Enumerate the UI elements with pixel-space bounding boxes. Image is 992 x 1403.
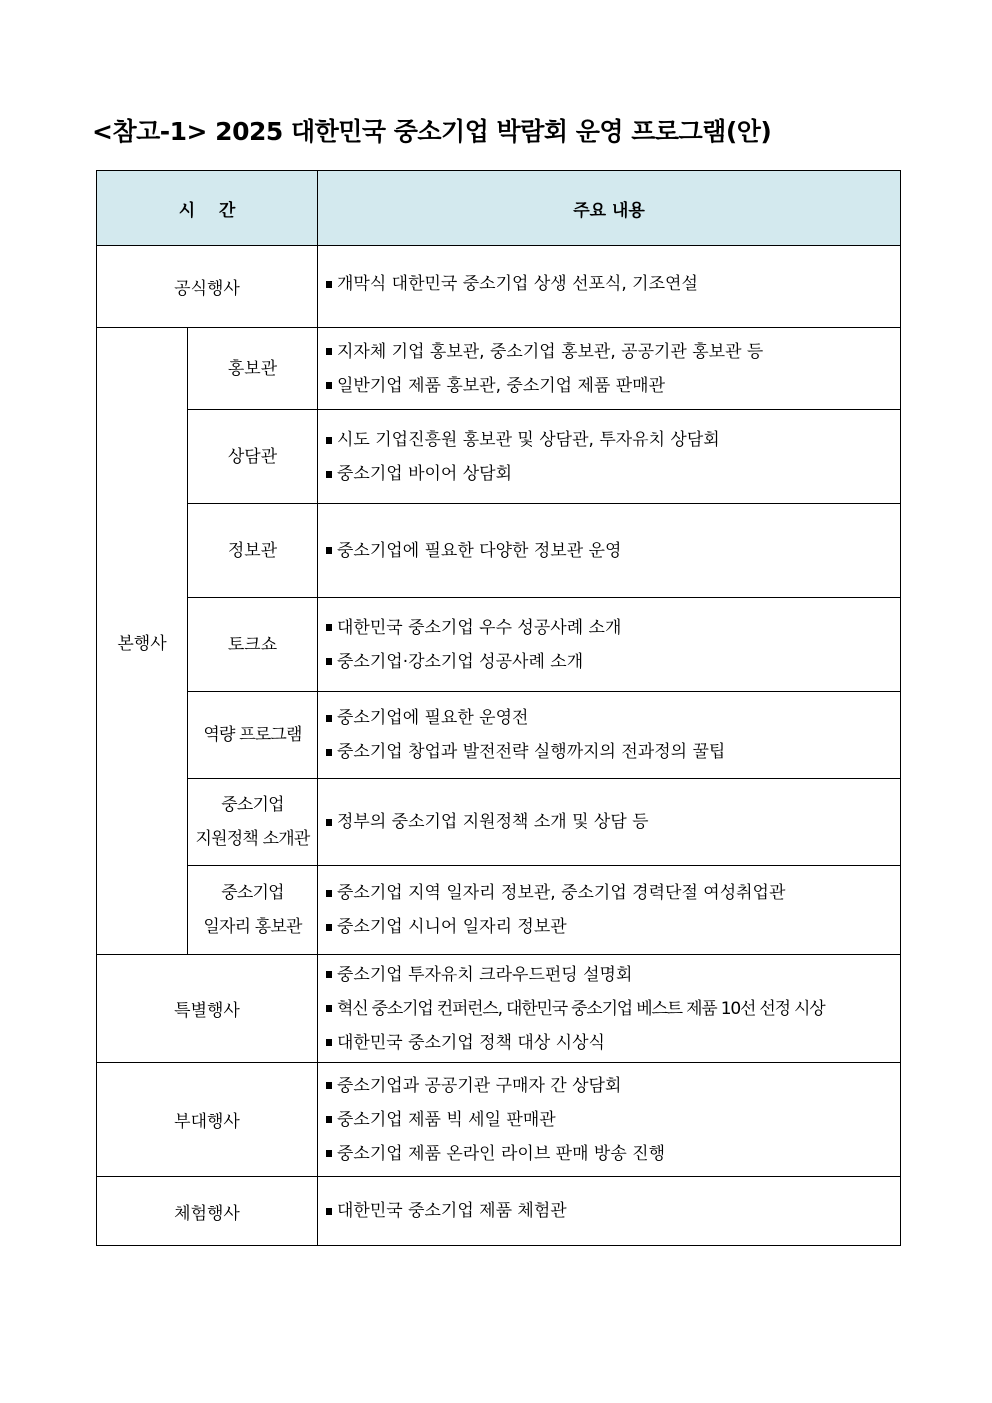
content-cell [318, 866, 901, 955]
square-bullet-icon [326, 1150, 332, 1157]
content-cell [318, 692, 901, 779]
square-bullet-icon [326, 1082, 332, 1089]
subcategory-label: 정보관 [188, 504, 318, 598]
table-row-experience [97, 1177, 901, 1246]
square-bullet-icon [326, 890, 332, 897]
table-row-special [97, 955, 901, 1063]
list-item: 중소기업 바이어 상담회 [326, 457, 900, 491]
list-item: 중소기업 제품 온라인 라이브 판매 방송 진행 [326, 1137, 900, 1171]
content-cell [318, 1177, 901, 1246]
table-row-main-talkshow [97, 598, 901, 692]
square-bullet-icon [326, 624, 332, 631]
list-item: 정부의 중소기업 지원정책 소개 및 상담 등 [326, 805, 900, 839]
content-cell [318, 504, 901, 598]
content-cell [318, 955, 901, 1063]
square-bullet-icon [326, 715, 332, 722]
table-header-row [97, 171, 901, 246]
category-special: 특별행사 [97, 955, 318, 1063]
list-item: 중소기업 시니어 일자리 정보관 [326, 910, 900, 944]
list-item: 개막식 대한민국 중소기업 상생 선포식, 기조연설 [326, 267, 900, 301]
subcategory-label: 중소기업 일자리 홍보관 [188, 866, 318, 955]
content-cell [318, 598, 901, 692]
page-title: <참고-1> 2025 대한민국 중소기업 박람회 운영 프로그램(안) [92, 117, 772, 146]
square-bullet-icon [326, 1116, 332, 1123]
content-cell [318, 328, 901, 410]
list-item: 대한민국 중소기업 우수 성공사례 소개 [326, 611, 900, 645]
square-bullet-icon [326, 348, 332, 355]
list-item: 중소기업·강소기업 성공사례 소개 [326, 645, 900, 679]
list-item: 대한민국 중소기업 제품 체험관 [326, 1194, 900, 1228]
content-cell [318, 1063, 901, 1177]
category-official: 공식행사 [97, 246, 318, 328]
list-item: 중소기업에 필요한 운영전 [326, 701, 900, 735]
subcategory-label: 홍보관 [188, 328, 318, 410]
content-cell [318, 246, 901, 328]
square-bullet-icon [326, 819, 332, 826]
list-item: 중소기업 투자유치 크라우드펀딩 설명회 [326, 958, 900, 992]
list-item: 지자체 기업 홍보관, 중소기업 홍보관, 공공기관 홍보관 등 [326, 335, 900, 369]
list-item: 대한민국 중소기업 정책 대상 시상식 [326, 1026, 900, 1060]
table-row-main-jobs [97, 866, 901, 955]
square-bullet-icon [326, 437, 332, 444]
category-experience: 체험행사 [97, 1177, 318, 1246]
square-bullet-icon [326, 971, 332, 978]
table-row-side [97, 1063, 901, 1177]
square-bullet-icon [326, 658, 332, 665]
subcategory-label: 역량 프로그램 [188, 692, 318, 779]
category-main: 본행사 [97, 328, 188, 955]
list-item: 중소기업 창업과 발전전략 실행까지의 전과정의 꿀팁 [326, 735, 900, 769]
table-row-main-consult [97, 410, 901, 504]
square-bullet-icon [326, 1039, 332, 1046]
content-cell [318, 779, 901, 866]
list-item: 중소기업 제품 빅 세일 판매관 [326, 1103, 900, 1137]
square-bullet-icon [326, 471, 332, 478]
list-item: 시도 기업진흥원 홍보관 및 상담관, 투자유치 상담회 [326, 423, 900, 457]
subcategory-label: 상담관 [188, 410, 318, 504]
square-bullet-icon [326, 749, 332, 756]
list-item: 중소기업 지역 일자리 정보관, 중소기업 경력단절 여성취업관 [326, 876, 900, 910]
table-row-official [97, 246, 901, 328]
table-row-main-capacity [97, 692, 901, 779]
square-bullet-icon [326, 382, 332, 389]
list-item: 중소기업과 공공기관 구매자 간 상담회 [326, 1069, 900, 1103]
category-side: 부대행사 [97, 1063, 318, 1177]
square-bullet-icon [326, 281, 332, 288]
table-row-main-info [97, 504, 901, 598]
square-bullet-icon [326, 924, 332, 931]
square-bullet-icon [326, 1208, 332, 1215]
table-row-main-policy [97, 779, 901, 866]
subcategory-label: 중소기업 지원정책 소개관 [188, 779, 318, 866]
content-cell [318, 410, 901, 504]
program-table [96, 170, 901, 1246]
square-bullet-icon [326, 1005, 332, 1012]
square-bullet-icon [326, 547, 332, 554]
header-time: 시 간 [97, 171, 318, 246]
subcategory-label: 토크쇼 [188, 598, 318, 692]
list-item: 중소기업에 필요한 다양한 정보관 운영 [326, 534, 900, 568]
list-item: 일반기업 제품 홍보관, 중소기업 제품 판매관 [326, 369, 900, 403]
table-row-main-promo [97, 328, 901, 410]
list-item: 혁신 중소기업 컨퍼런스, 대한민국 중소기업 베스트 제품 10선 선정 시상 [326, 992, 900, 1026]
header-content: 주요 내용 [318, 171, 901, 246]
